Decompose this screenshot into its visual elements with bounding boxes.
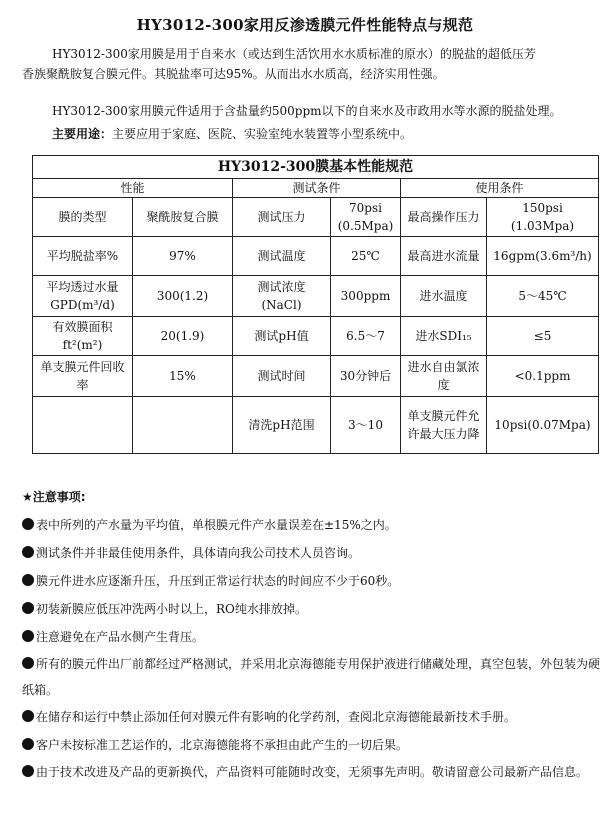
table-cell: 97%	[133, 237, 233, 276]
table-cell: 进水SDI₁₅	[401, 317, 487, 356]
note-item	[22, 511, 602, 539]
table-cell: 单支膜元件允许最大压力降	[401, 397, 487, 454]
intro-paragraph-3	[52, 124, 582, 144]
table-row	[33, 276, 599, 317]
table-cell: 最高操作压力	[401, 198, 487, 237]
note-text: 由于技术改进及产品的更新换代，产品资料可能随时改变，无须事先声明。敬请留意公司最新产品信息。	[36, 765, 589, 779]
bullet-icon	[22, 602, 34, 614]
header-test-conditions: 测试条件	[233, 179, 401, 198]
table-cell: 膜的类型	[33, 198, 133, 237]
note-item	[22, 731, 602, 759]
table-row	[33, 317, 599, 356]
bullet-icon	[22, 630, 34, 642]
table-cell: <0.1ppm	[487, 356, 599, 397]
table-row	[33, 237, 599, 276]
bullet-icon	[22, 738, 34, 750]
intro-paragraph-1	[22, 44, 582, 84]
table-cell: 70psi (0.5Mpa)	[331, 198, 401, 237]
usage-label: 主要用途：	[52, 127, 113, 141]
table-cell	[133, 397, 233, 454]
notes-title: ★注意事项:	[22, 490, 86, 504]
table-cell: 150psi (1.03Mpa)	[487, 198, 599, 237]
table-cell: 最高进水流量	[401, 237, 487, 276]
note-item	[22, 651, 602, 703]
table-cell: 测试温度	[233, 237, 331, 276]
table-cell: 20(1.9)	[133, 317, 233, 356]
table-title: HY3012-300膜基本性能规范	[33, 156, 599, 179]
table-cell: 清洗pH范围	[233, 397, 331, 454]
table-cell: 单支膜元件回收率	[33, 356, 133, 397]
header-use-conditions: 使用条件	[401, 179, 599, 198]
note-text: 客户未按标准工艺运作的，北京海德能将不承担由此产生的一切后果。	[36, 738, 409, 752]
table-cell: 进水温度	[401, 276, 487, 317]
note-item	[22, 539, 602, 567]
note-text: 在储存和运行中禁止添加任何对膜元件有影响的化学药剂，查阅北京海德能最新技术手册。	[36, 710, 517, 724]
table-row	[33, 198, 599, 237]
table-cell: 6.5～7	[331, 317, 401, 356]
intro-line-2: 香族聚酰胺复合膜元件。其脱盐率可达95%。从而出水水质高，经济实用性强。	[22, 67, 445, 81]
intro-paragraph-2: HY3012-300家用膜元件适用于含盐量约500ppm以下的自来水及市政用水等水源的脱盐处理。	[52, 104, 562, 118]
bullet-icon	[22, 657, 34, 669]
note-text: 表中所列的产水量为平均值，单根膜元件产水量误差在±15%之内。	[36, 518, 397, 532]
table-cell: 聚酰胺复合膜	[133, 198, 233, 237]
table-cell: 25℃	[331, 237, 401, 276]
table-cell: 测试浓度 (NaCl)	[233, 276, 331, 317]
table-cell	[33, 397, 133, 454]
header-performance: 性能	[33, 179, 233, 198]
usage-text: 主要应用于家庭、医院、实验室纯水装置等小型系统中。	[112, 127, 413, 141]
spec-table	[32, 155, 599, 454]
table-cell: 测试时间	[233, 356, 331, 397]
bullet-icon	[22, 574, 34, 586]
intro-line-1: HY3012-300家用膜是用于自来水（或达到生活饮用水水质标准的原水）的脱盐的超低压芳	[52, 47, 536, 61]
bullet-icon	[22, 546, 34, 558]
note-item	[22, 703, 602, 731]
table-cell: 15%	[133, 356, 233, 397]
notes-section	[22, 487, 602, 785]
table-cell: 300ppm	[331, 276, 401, 317]
table-cell: 16gpm(3.6m³/h)	[487, 237, 599, 276]
bullet-icon	[22, 518, 34, 530]
table-cell: 5～45℃	[487, 276, 599, 317]
table-cell: ≤5	[487, 317, 599, 356]
table-cell: 有效膜面积 ft²(m²)	[33, 317, 133, 356]
note-item	[22, 623, 602, 651]
table-cell: 测试pH值	[233, 317, 331, 356]
table-cell: 平均透过水量 GPD(m³/d)	[33, 276, 133, 317]
note-text: 测试条件并非最佳使用条件，具体请向我公司技术人员咨询。	[36, 546, 361, 560]
document-title: HY3012-300家用反渗透膜元件性能特点与规范	[136, 16, 474, 34]
note-item	[22, 759, 602, 785]
note-text: 注意避免在产品水侧产生背压。	[36, 630, 205, 644]
table-cell: 进水自由氯浓度	[401, 356, 487, 397]
bullet-icon	[22, 710, 34, 722]
table-row	[33, 356, 599, 397]
table-cell: 测试压力	[233, 198, 331, 237]
table-cell: 3～10	[331, 397, 401, 454]
table-cell: 30分钟后	[331, 356, 401, 397]
note-text: 初装新膜应低压冲洗两小时以上，RO纯水排放掉。	[36, 602, 307, 616]
bullet-icon	[22, 765, 34, 777]
note-item	[22, 567, 602, 595]
note-item	[22, 595, 602, 623]
table-row	[33, 397, 599, 454]
table-cell: 300(1.2)	[133, 276, 233, 317]
table-cell: 平均脱盐率%	[33, 237, 133, 276]
table-cell: 10psi(0.07Mpa)	[487, 397, 599, 454]
note-text: 膜元件进水应逐渐升压，升压到正常运行状态的时间应不少于60秒。	[36, 574, 400, 588]
note-text: 所有的膜元件出厂前都经过严格测试，并采用北京海德能专用保护液进行储藏处理，真空包装，外包装为硬纸箱。	[22, 657, 601, 697]
